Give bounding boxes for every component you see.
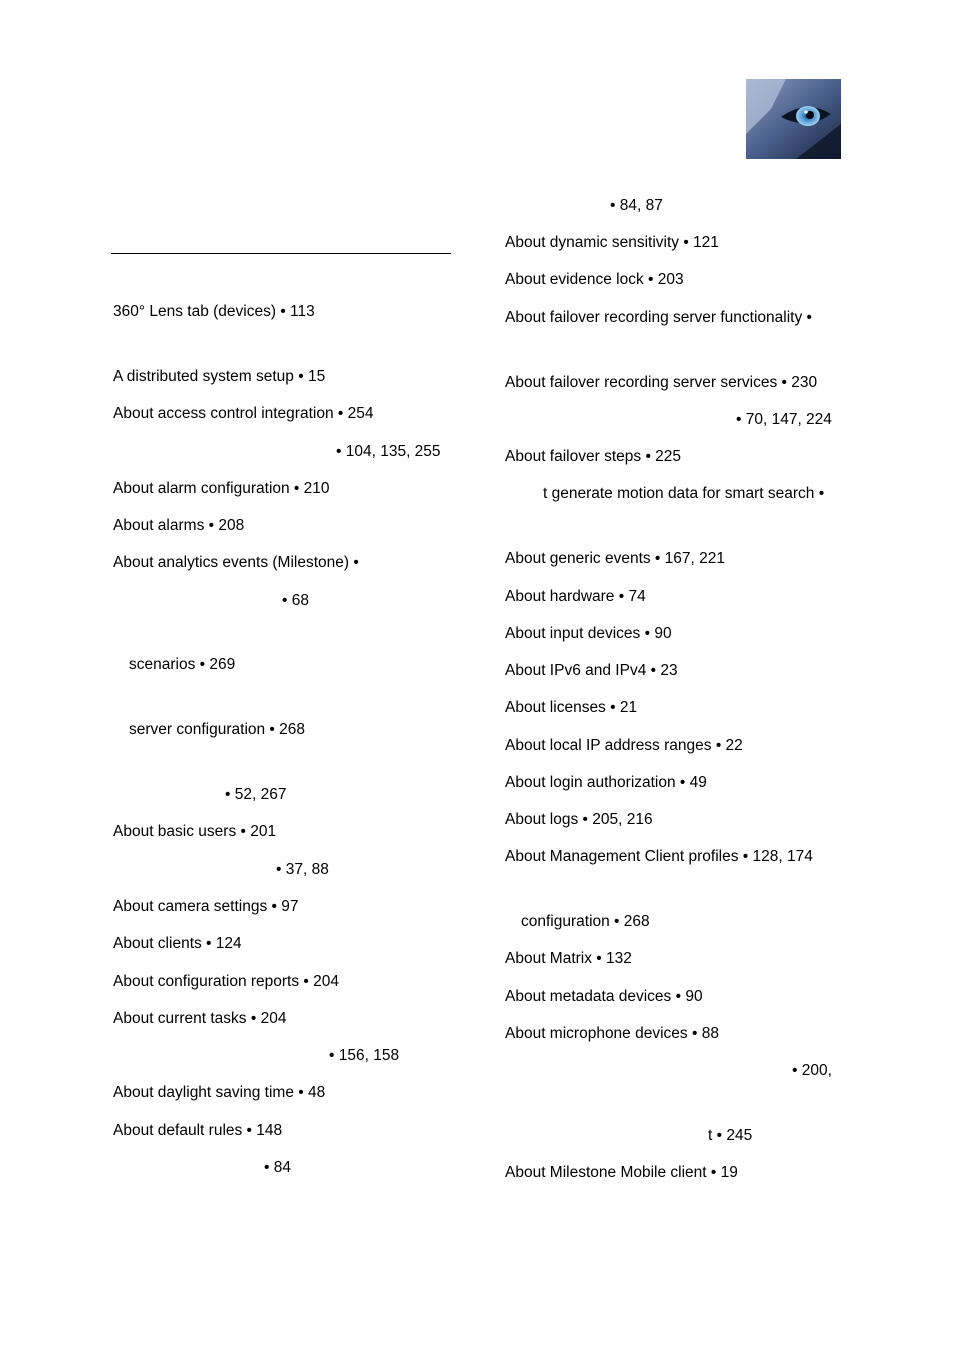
index-entry[interactable]: About input devices • 90 [505, 625, 672, 642]
index-entry[interactable]: • 70, 147, 224 [736, 411, 832, 428]
index-entry[interactable]: About metadata devices • 90 [505, 988, 703, 1005]
index-entry[interactable]: • 37, 88 [276, 861, 329, 878]
index-entry[interactable]: About dynamic sensitivity • 121 [505, 234, 719, 251]
index-entry[interactable]: About generic events • 167, 221 [505, 550, 725, 567]
index-entry[interactable]: • 200, [792, 1062, 832, 1079]
index-entry[interactable]: About configuration reports • 204 [113, 973, 340, 990]
index-entry[interactable]: About alarms • 208 [113, 517, 245, 534]
index-entry[interactable]: • 52, 267 [225, 786, 287, 803]
index-entry[interactable]: About Matrix • 132 [505, 950, 632, 967]
index-entry[interactable]: About Milestone Mobile client • 19 [505, 1164, 738, 1181]
index-entry[interactable]: • 84 [264, 1159, 291, 1176]
section-divider [111, 253, 451, 254]
wolf-eye-icon [746, 79, 841, 159]
index-entry[interactable]: A distributed system setup • 15 [113, 368, 326, 385]
wolf-eye-logo [746, 79, 841, 159]
index-entry[interactable]: t • 245 [708, 1127, 753, 1144]
index-entry[interactable]: About licenses • 21 [505, 699, 638, 716]
index-entry[interactable]: 360° Lens tab (devices) • 113 [113, 303, 315, 320]
index-entry[interactable]: About login authorization • 49 [505, 774, 707, 791]
index-entry[interactable]: About hardware • 74 [505, 588, 646, 605]
index-entry[interactable]: About analytics events (Milestone) • [113, 554, 359, 571]
index-entry[interactable]: server configuration • 268 [129, 721, 306, 738]
index-entry[interactable]: About failover steps • 225 [505, 448, 682, 465]
index-entry[interactable]: About IPv6 and IPv4 • 23 [505, 662, 678, 679]
index-entry[interactable]: About basic users • 201 [113, 823, 277, 840]
index-entry[interactable]: configuration • 268 [521, 913, 650, 930]
index-entry[interactable]: About local IP address ranges • 22 [505, 737, 743, 754]
index-entry[interactable]: About access control integration • 254 [113, 405, 374, 422]
index-entry[interactable]: About current tasks • 204 [113, 1010, 287, 1027]
index-entry[interactable]: • 104, 135, 255 [336, 443, 441, 460]
index-entry[interactable]: • 68 [282, 592, 309, 609]
index-entry[interactable]: About daylight saving time • 48 [113, 1084, 326, 1101]
index-entry[interactable]: About failover recording server services • 230 [505, 374, 818, 391]
index-entry[interactable]: About failover recording server functionality • [505, 309, 812, 326]
index-entry[interactable]: About default rules • 148 [113, 1122, 283, 1139]
index-entry[interactable]: About clients • 124 [113, 935, 242, 952]
index-entry[interactable]: About evidence lock • 203 [505, 271, 684, 288]
index-entry[interactable]: About Management Client profiles • 128, 174 [505, 848, 813, 865]
index-entry[interactable]: About alarm configuration • 210 [113, 480, 330, 497]
index-entry[interactable]: • 156, 158 [329, 1047, 400, 1064]
index-entry[interactable]: About camera settings • 97 [113, 898, 299, 915]
index-entry[interactable]: t generate motion data for smart search • [543, 485, 825, 502]
index-entry[interactable]: • 84, 87 [610, 197, 663, 214]
index-entry[interactable]: scenarios • 269 [129, 656, 236, 673]
index-entry[interactable]: About logs • 205, 216 [505, 811, 653, 828]
index-entry[interactable]: About microphone devices • 88 [505, 1025, 719, 1042]
